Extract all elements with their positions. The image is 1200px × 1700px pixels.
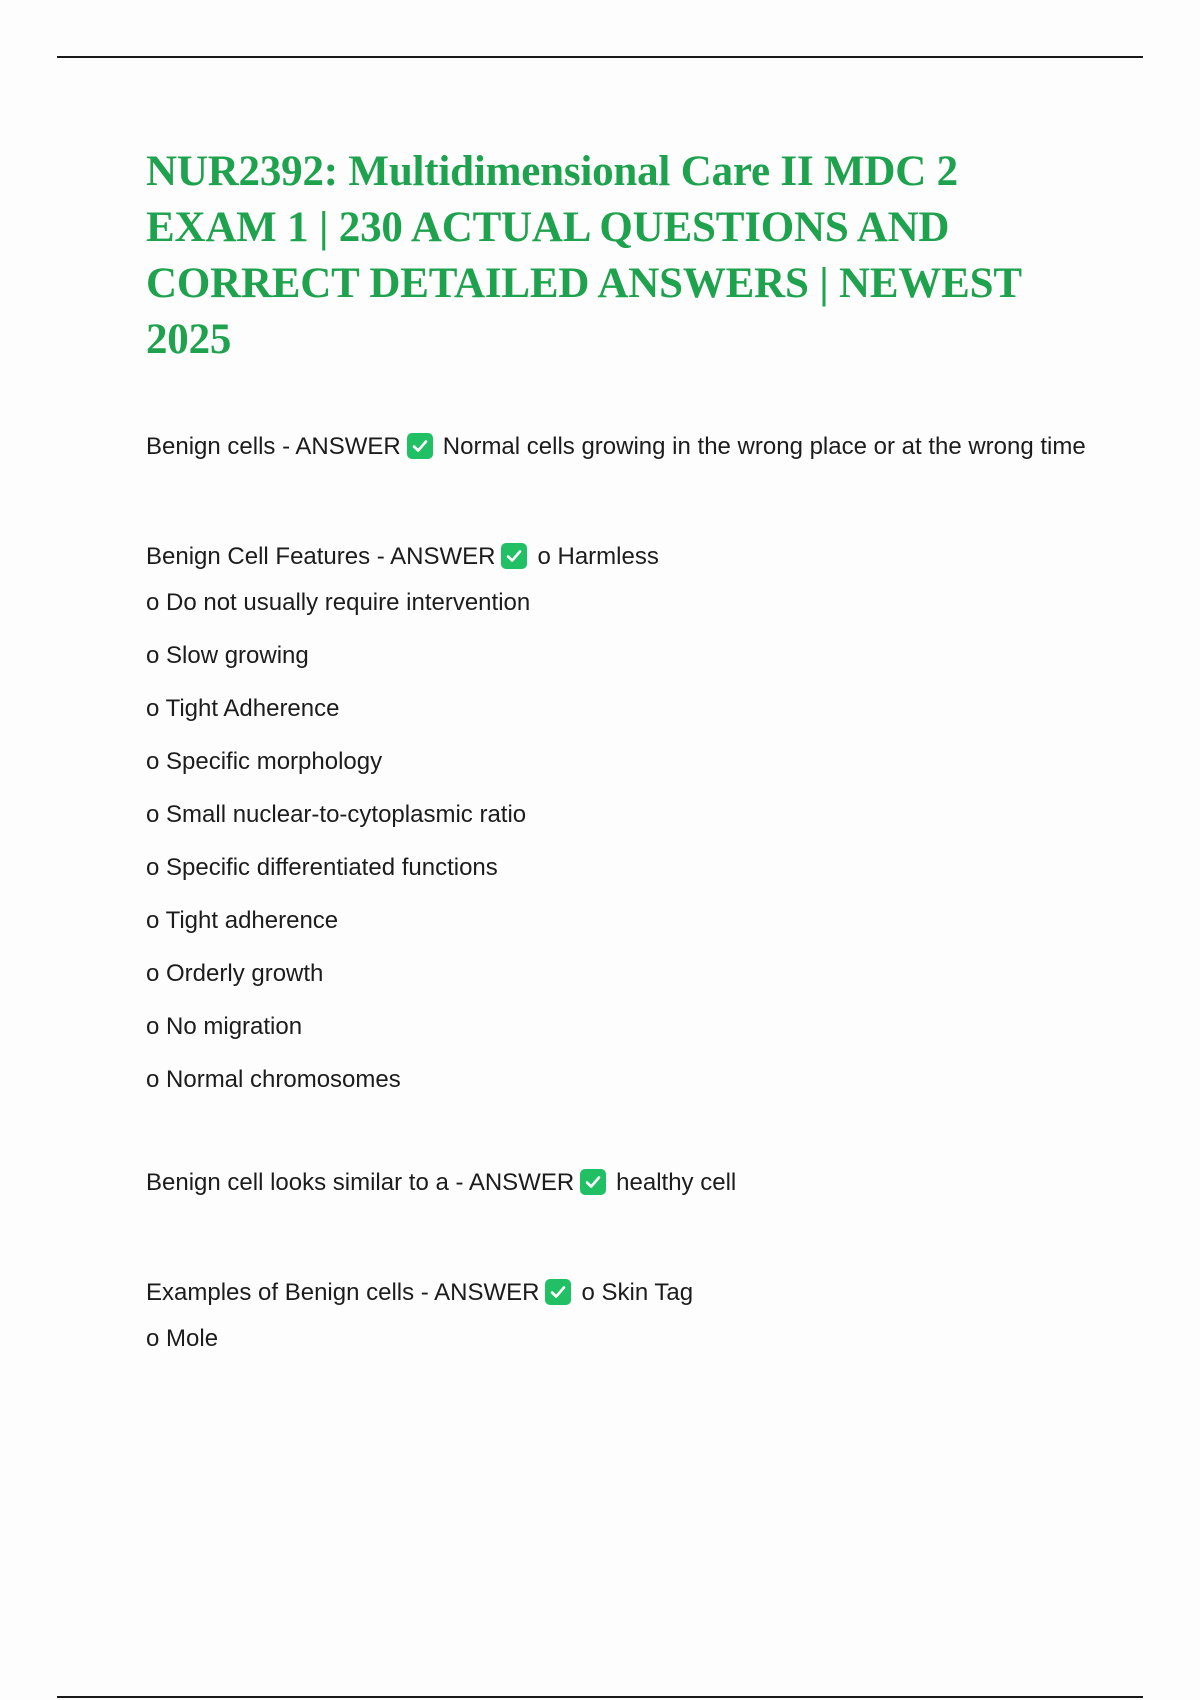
qa-answer: o Skin Tag — [581, 1279, 694, 1306]
answer-bullet: o Small nuclear-to-cytoplasmic ratio — [146, 801, 527, 828]
answer-marker: ANSWER — [295, 433, 401, 460]
qa-question-line — [146, 1164, 1096, 1202]
qa-question-line — [146, 428, 1096, 466]
answer-bullet: o Mole — [146, 1325, 219, 1352]
answer-bullet: o Orderly growth — [146, 960, 324, 987]
answer-bullet: o Slow growing — [146, 642, 309, 669]
check-icon — [501, 543, 527, 569]
qa-answer: Normal cells growing in the wrong place or at the wrong time — [442, 433, 1086, 460]
qa-question: Benign cells - — [146, 433, 296, 460]
footer-rule — [57, 1696, 1143, 1698]
qa-item — [146, 538, 1096, 1106]
check-icon — [407, 433, 433, 459]
answer-marker: ANSWER — [468, 1169, 575, 1196]
qa-question-line — [146, 538, 1096, 576]
answer-bullet: o Specific morphology — [146, 748, 383, 775]
answer-marker: ANSWER — [390, 543, 496, 570]
answer-bullet: o Normal chromosomes — [146, 1066, 401, 1093]
check-icon — [545, 1279, 571, 1305]
answer-bullet: o Tight adherence — [146, 907, 339, 934]
answer-bullet: o Do not usually require intervention — [146, 589, 531, 616]
answer-marker: ANSWER — [434, 1279, 540, 1306]
qa-question: Benign Cell Features - — [146, 543, 391, 570]
answer-bullet: o Specific differentiated functions — [146, 854, 498, 881]
qa-item — [146, 1164, 1096, 1202]
qa-question: Examples of Benign cells - — [146, 1279, 435, 1306]
qa-answer: o Harmless — [537, 543, 659, 570]
answer-bullet: o No migration — [146, 1013, 303, 1040]
document-title: NUR2392: Multidimensional Care II MDC 2 EXAM 1 | 230 ACTUAL QUESTIONS AND CORRECT DETAILED ANSWERS | NEWEST 2025 — [146, 148, 1022, 363]
qa-question-line — [146, 1274, 1096, 1312]
check-icon — [580, 1169, 606, 1195]
qa-item — [146, 428, 1096, 466]
answer-bullet: o Tight Adherence — [146, 695, 340, 722]
qa-item — [146, 1274, 1096, 1365]
document-content — [146, 144, 1096, 1365]
qa-answer: healthy cell — [616, 1169, 737, 1196]
header-rule — [57, 56, 1143, 58]
qa-question: Benign cell looks similar to a - — [146, 1169, 469, 1196]
